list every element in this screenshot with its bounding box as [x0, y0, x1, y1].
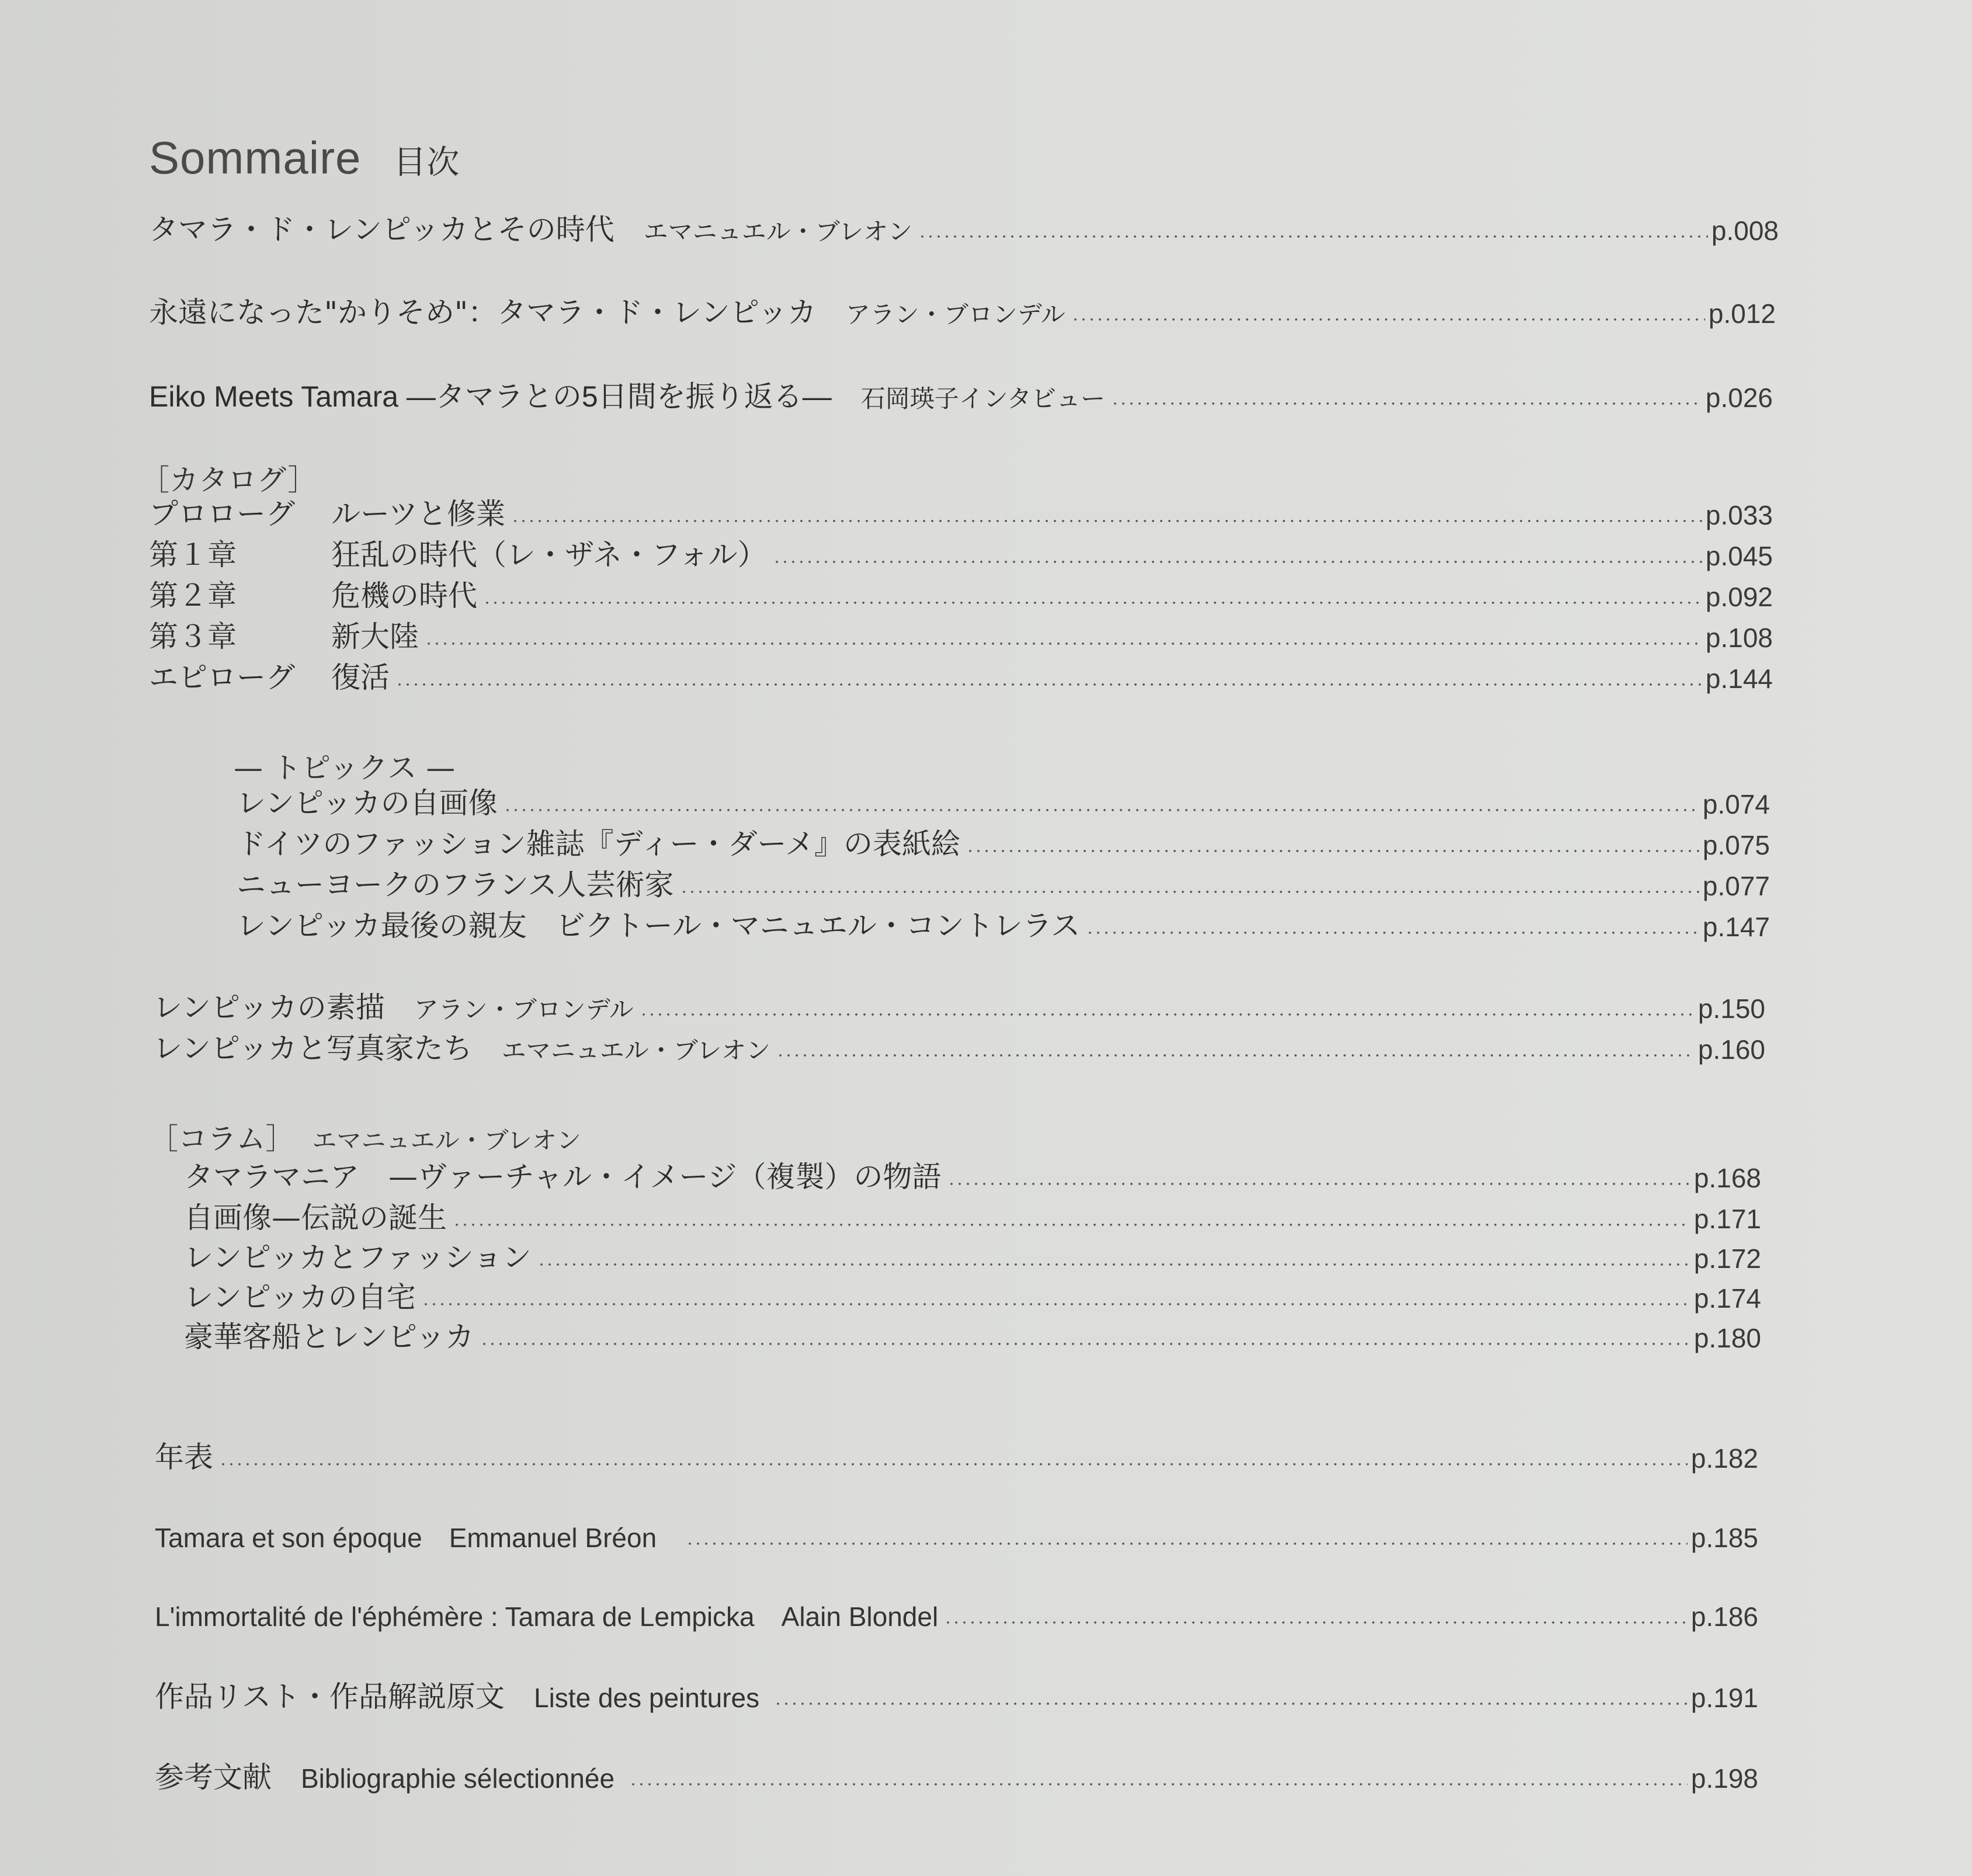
page-number: p.008 — [1711, 216, 1779, 246]
topic-title: レンピッカの自画像 — [237, 786, 498, 820]
column-item[interactable] — [184, 1280, 1761, 1314]
column-item[interactable] — [184, 1160, 1761, 1194]
column-title: レンピッカの自宅 — [184, 1280, 416, 1314]
column-title: 自画像—伝説の誕生 — [184, 1201, 447, 1235]
back-subtitle: Tamara et son époque Emmanuel Bréon — [155, 1523, 657, 1553]
leader-dots — [686, 1542, 1688, 1545]
leader-dots — [483, 601, 1702, 605]
column-title: 豪華客船とレンピッカ — [184, 1320, 474, 1354]
entry-author: アラン・ブロンデル — [414, 995, 634, 1024]
back-subtitle: L'immortalité de l'éphémère : Tamara de Lempicka Alain Blondel — [155, 1601, 939, 1632]
back-title: 作品リスト・作品解説原文 — [155, 1680, 505, 1714]
column-title: レンピッカとファッション — [184, 1241, 532, 1274]
page-number: p.108 — [1705, 623, 1773, 653]
leader-dots — [219, 1462, 1688, 1466]
back-entry[interactable] — [155, 1440, 1758, 1474]
back-title: 参考文献 — [155, 1760, 272, 1794]
topics-header: — トピックス — — [234, 751, 456, 785]
leader-dots — [537, 1263, 1690, 1266]
chapter-title: 新大陸 — [331, 620, 419, 654]
page-number: p.077 — [1702, 871, 1770, 901]
page-number: p.186 — [1690, 1601, 1758, 1632]
page-number: p.171 — [1693, 1204, 1761, 1234]
entry-author: 石岡瑛子インタビュー — [860, 384, 1106, 413]
leader-dots — [947, 1182, 1690, 1186]
page-number: p.033 — [1705, 500, 1773, 530]
entry-title: レンピッカと写真家たち — [153, 1031, 473, 1065]
back-subtitle: Bibliographie sélectionnée — [301, 1763, 615, 1794]
toc-entry[interactable] — [153, 993, 1765, 1022]
leader-dots — [504, 808, 1699, 812]
chapter-title: 復活 — [331, 661, 390, 694]
chapter-label: 第３章 — [149, 620, 237, 654]
entry-title: Eiko Meets Tamara —タマラとの5日間を振り返る— — [149, 380, 832, 413]
catalog-item[interactable] — [149, 579, 1773, 613]
page-number: p.160 — [1697, 1034, 1765, 1065]
leader-dots — [480, 1342, 1690, 1346]
chapter-label: 第２章 — [149, 579, 237, 613]
catalog-header: ［カタログ］ — [140, 463, 317, 497]
leader-dots — [511, 519, 1702, 523]
catalog-item[interactable] — [149, 620, 1773, 654]
toc-entry[interactable] — [149, 382, 1773, 411]
leader-dots — [640, 1013, 1695, 1016]
page-number: p.174 — [1693, 1283, 1761, 1314]
page-number: p.172 — [1693, 1243, 1761, 1274]
page-number: p.045 — [1705, 541, 1773, 571]
chapter-title: ルーツと修業 — [331, 497, 505, 531]
back-subtitle: Liste des peintures — [534, 1683, 760, 1713]
toc-entry[interactable] — [149, 298, 1776, 327]
page-number: p.182 — [1690, 1443, 1758, 1474]
back-title: 年表 — [155, 1440, 213, 1474]
chapter-label: 第１章 — [149, 538, 237, 572]
leader-dots — [944, 1621, 1688, 1624]
entry-author: エマニュエル・ブレオン — [501, 1036, 771, 1065]
entry-title: タマラ・ド・レンピッカとその時代 — [149, 213, 614, 246]
column-header — [149, 1116, 581, 1158]
leader-dots — [774, 1702, 1688, 1705]
topic-title: ドイツのファッション雑誌『ディー・ダーメ』の表紙絵 — [237, 827, 960, 861]
entry-title: 永遠になった"かりそめ"：タマラ・ド・レンピッカ — [149, 296, 817, 329]
leader-dots — [1111, 402, 1702, 405]
column-item[interactable] — [184, 1322, 1761, 1352]
catalog-item[interactable] — [149, 538, 1773, 572]
leader-dots — [422, 1302, 1690, 1306]
leader-dots — [453, 1223, 1690, 1227]
toc-entry[interactable] — [153, 1031, 1765, 1065]
topic-item[interactable] — [237, 829, 1770, 859]
entry-author: エマニュエル・ブレオン — [643, 217, 913, 246]
title-main: Sommaire — [149, 132, 362, 183]
topic-item[interactable] — [237, 909, 1770, 943]
leader-dots — [680, 890, 1699, 894]
page-number: p.198 — [1690, 1763, 1758, 1794]
catalog-item[interactable] — [149, 663, 1773, 692]
page-number: p.150 — [1697, 993, 1765, 1024]
leader-dots — [395, 683, 1702, 686]
chapter-title: 危機の時代 — [331, 579, 477, 613]
column-label: ［コラム］ — [149, 1122, 295, 1156]
chapter-label: プロローグ — [149, 497, 295, 531]
page-number: p.074 — [1702, 789, 1770, 819]
column-item[interactable] — [184, 1201, 1761, 1235]
leader-dots — [918, 235, 1708, 238]
page-number: p.092 — [1705, 582, 1773, 612]
toc-entry[interactable] — [149, 215, 1779, 244]
page-number: p.144 — [1705, 663, 1773, 694]
page-number: p.026 — [1705, 383, 1773, 413]
catalog-item[interactable] — [149, 499, 1773, 529]
back-entry[interactable] — [155, 1760, 1758, 1794]
entry-title: レンピッカの素描 — [153, 991, 385, 1024]
topic-title: ニューヨークのフランス人芸術家 — [237, 868, 674, 902]
page-number: p.012 — [1708, 298, 1776, 329]
page-number: p.075 — [1702, 830, 1770, 860]
page-number: p.185 — [1690, 1523, 1758, 1553]
leader-dots — [425, 642, 1702, 645]
page-number: p.180 — [1693, 1323, 1761, 1353]
page-number: p.147 — [1702, 912, 1770, 942]
topic-item[interactable] — [237, 788, 1770, 818]
leader-dots — [1086, 931, 1699, 934]
leader-dots — [629, 1783, 1688, 1786]
column-author: エマニュエル・ブレオン — [312, 1126, 581, 1155]
topic-item[interactable] — [237, 868, 1770, 902]
page-title — [149, 131, 460, 185]
column-item[interactable] — [184, 1243, 1761, 1272]
chapter-title: 狂乱の時代（レ・ザネ・フォル） — [331, 538, 767, 572]
back-entry[interactable] — [155, 1524, 1758, 1551]
leader-dots — [776, 1054, 1695, 1057]
leader-dots — [966, 849, 1699, 853]
back-entry[interactable] — [155, 1680, 1758, 1714]
leader-dots — [773, 560, 1702, 564]
page-number: p.168 — [1693, 1163, 1761, 1193]
title-jp: 目次 — [393, 144, 460, 180]
leader-dots — [1071, 318, 1705, 321]
topic-title: レンピッカ最後の親友 ビクトール・マニュエル・コントレラス — [237, 909, 1081, 943]
entry-author: アラン・ブロンデル — [845, 300, 1065, 329]
chapter-label: エピローグ — [149, 661, 295, 694]
page-number: p.191 — [1690, 1683, 1758, 1713]
back-entry[interactable] — [155, 1603, 1758, 1630]
column-title: タマラマニア —ヴァーチャル・イメージ（複製）の物語 — [184, 1160, 942, 1194]
